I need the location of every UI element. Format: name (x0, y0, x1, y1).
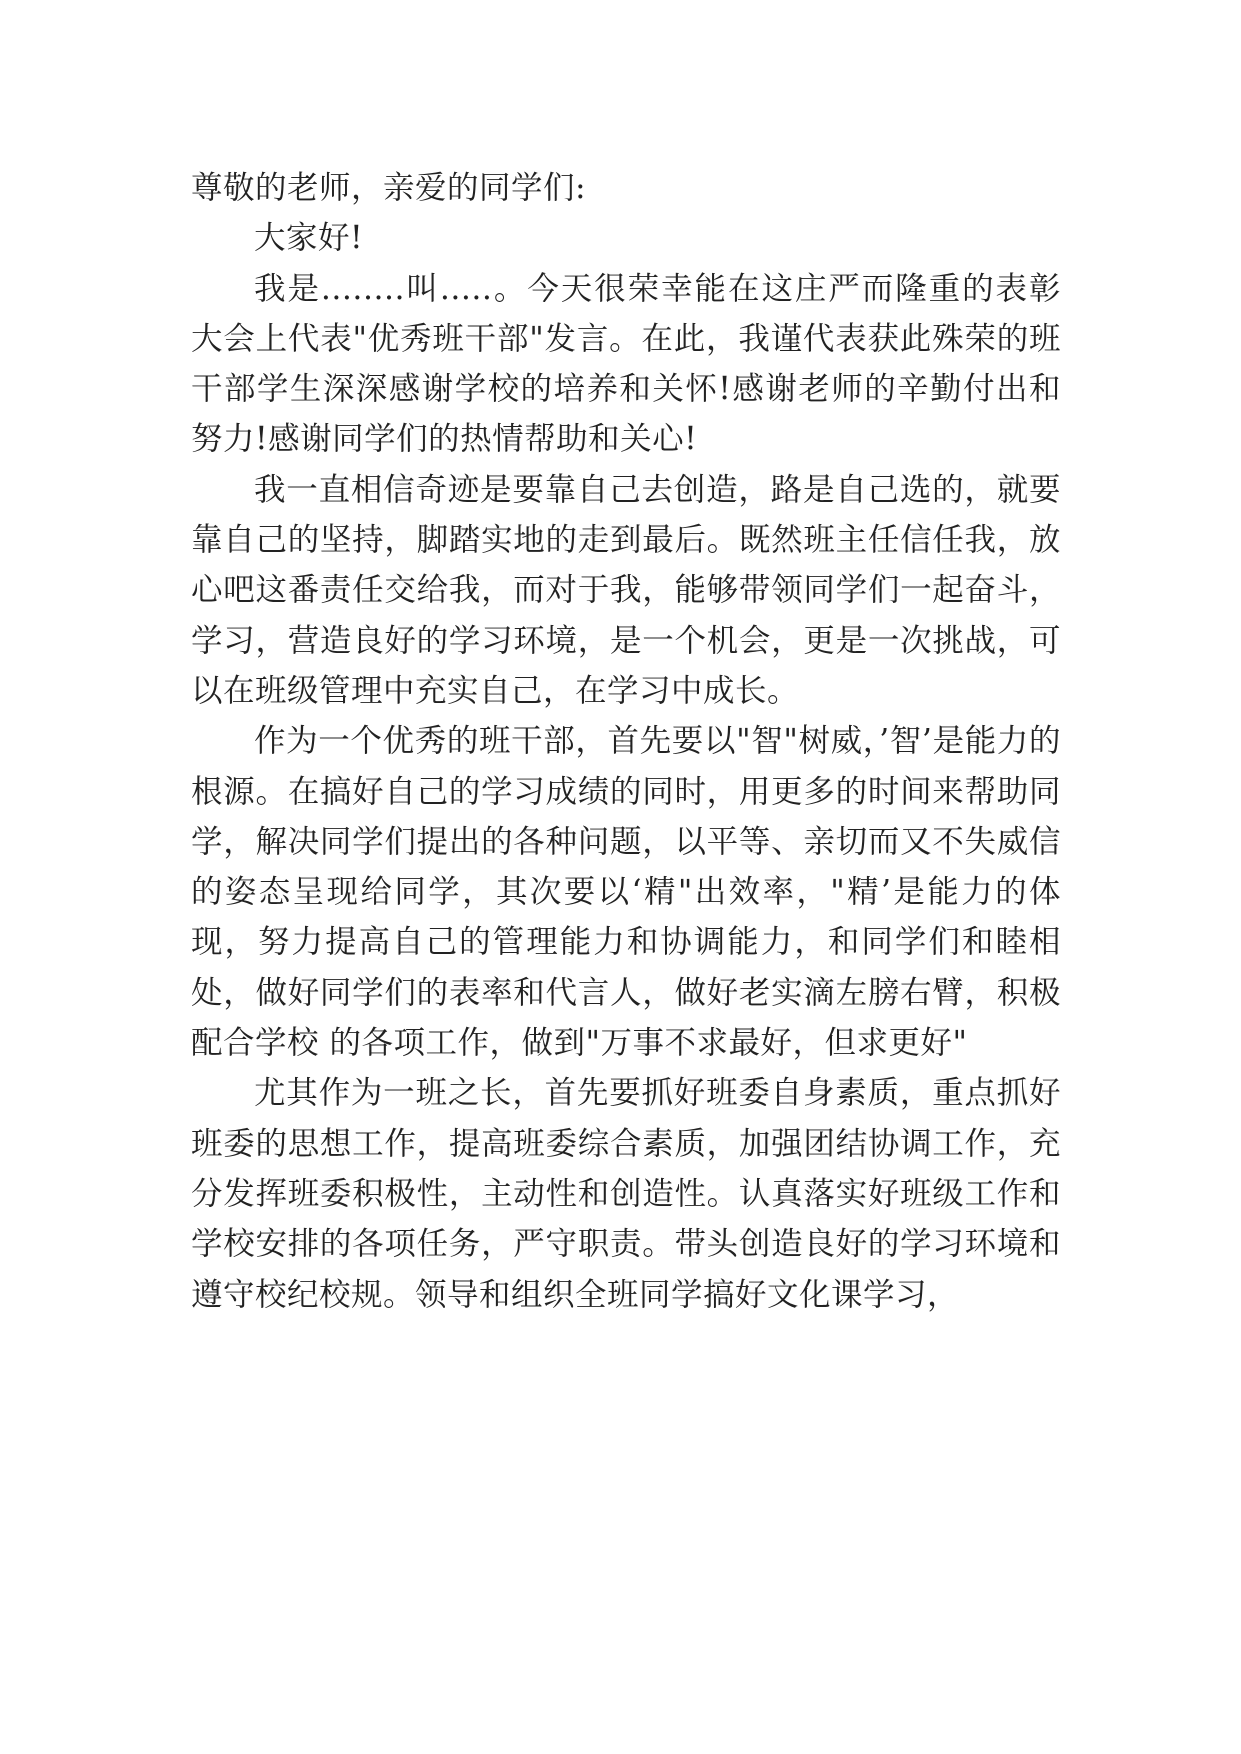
salutation: 尊敬的老师，亲爱的同学们: (191, 170, 587, 206)
role-paragraph: 作为一个优秀的班干部，首先要以"智"树威，’智’是能力的根源。在搞好自己的学习成绩的同时，用更多的时间来帮助同学，解决同学们提出的各种问题，以平等、亲切而又不失威信的姿态呈现给同学，其次要以‘精"出效率，"精’是能力的体现，努力提高自己的管理能力和协调能力，和同学们和睦相处，做好同学们的表率和代言人，做好老实滴左膀右臂，积极配合学校 的各项工作，做到"万事不求最好，但求更好" (191, 723, 1061, 1062)
speech-text (191, 163, 1061, 1320)
greeting-paragraph: 大家好! (254, 220, 364, 257)
introduction-paragraph: 我是........叫.....。今天很荣幸能在这庄严而隆重的表彰大会上代表"优秀班干部"发言。在此，我谨代表获此殊荣的班干部学生深深感谢学校的培养和关怀!感谢老师的辛勤付出和努力!感谢同学们的热情帮助和关心! (191, 270, 1061, 458)
class-leader-paragraph: 尤其作为一班之长，首先要抓好班委自身素质，重点抓好班委的思想工作，提高班委综合素质，加强团结协调工作，充分发挥班委积极性，主动性和创造性。认真落实好班级工作和学校安排的各项任务，严守职责。带头创造良好的学习环境和遵守校纪校规。领导和组织全班同学搞好文化课学习， (191, 1075, 1061, 1313)
belief-paragraph: 我一直相信奇迹是要靠自己去创造，路是自己选的，就要靠自己的坚持，脚踏实地的走到最后。既然班主任信任我，放心吧这番责任交给我，而对于我，能够带领同学们一起奋斗，学习，营造良好的学习环境，是一个机会，更是一次挑战，可以在班级管理中充实自己，在学习中成长。 (191, 471, 1061, 709)
